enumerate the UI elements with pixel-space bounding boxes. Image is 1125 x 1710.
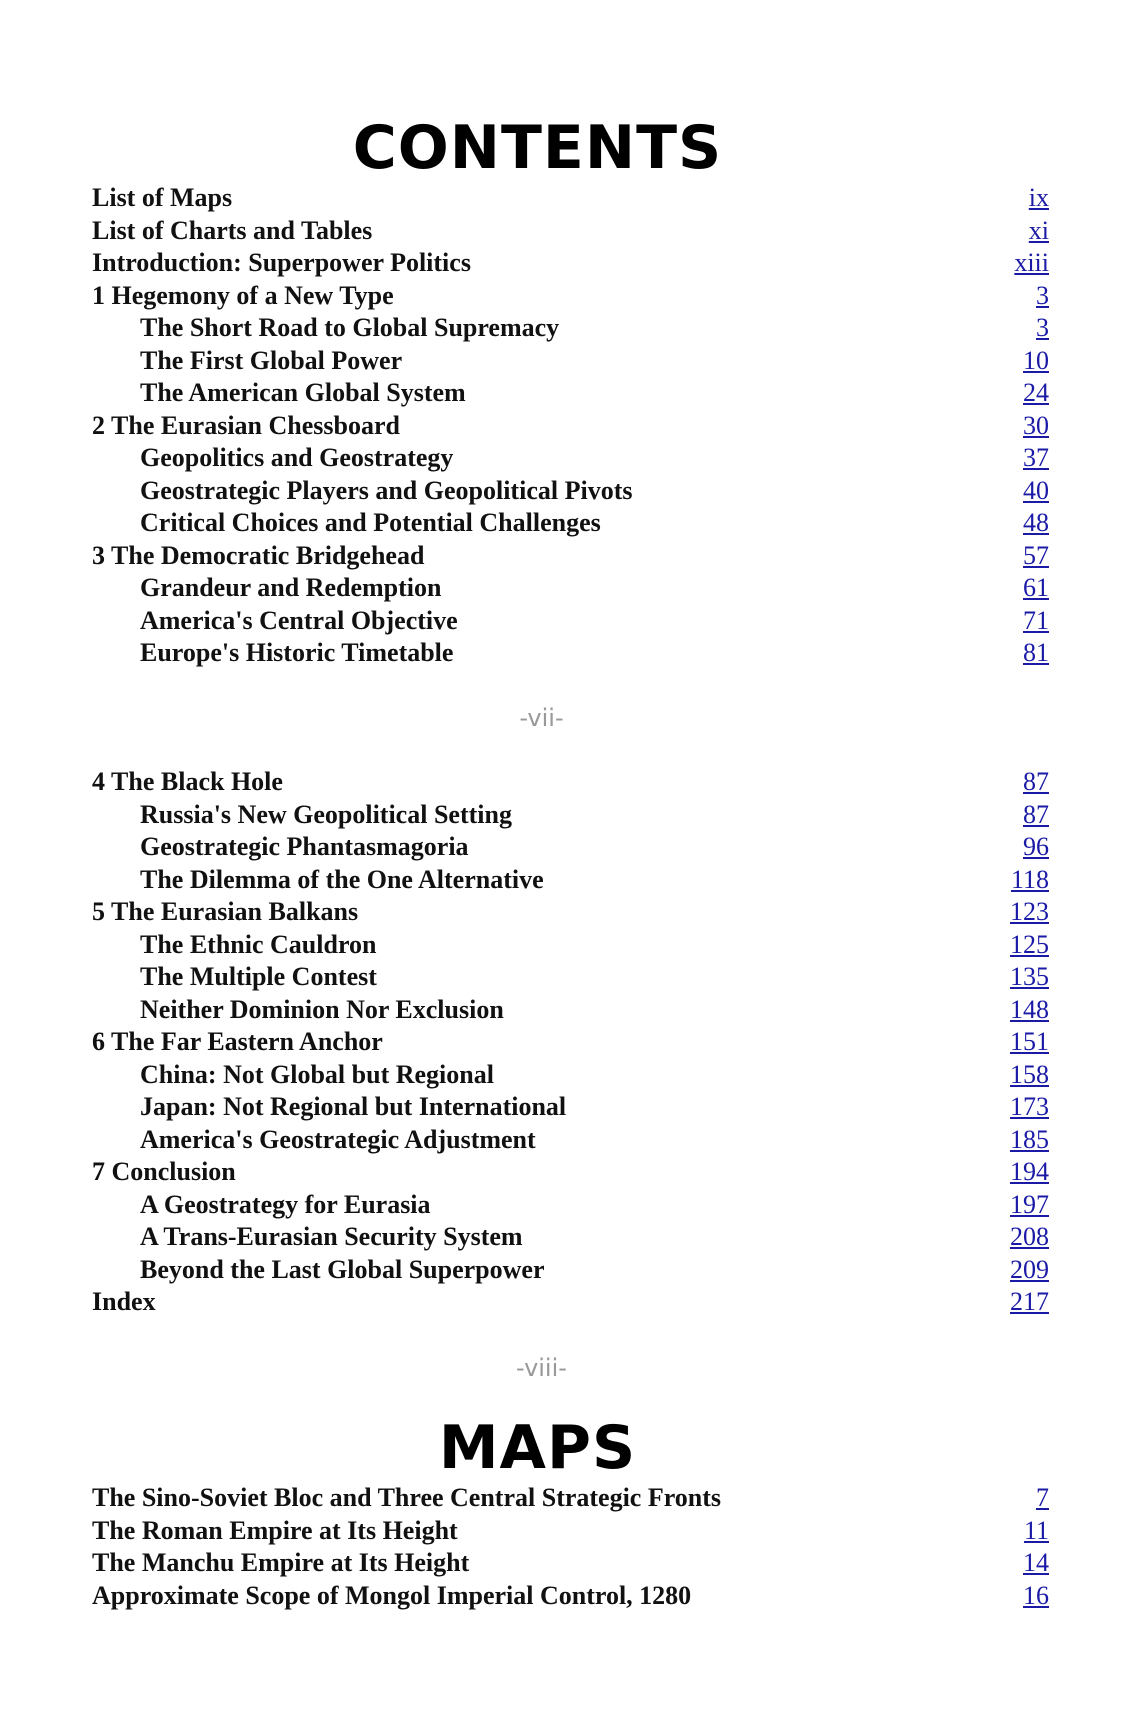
page-number-link[interactable]: 197 bbox=[1010, 1189, 1049, 1219]
toc-subsection-entry bbox=[92, 1059, 1055, 1092]
toc-entry bbox=[92, 1547, 1055, 1580]
toc-entry bbox=[92, 766, 1055, 799]
entry-title: Index bbox=[92, 1287, 156, 1316]
entry-title: The Roman Empire at Its Height bbox=[92, 1515, 458, 1545]
page-number-link[interactable]: 194 bbox=[1010, 1157, 1049, 1186]
page-number-link[interactable]: 123 bbox=[1010, 897, 1049, 926]
page-number-link[interactable]: 16 bbox=[1023, 1580, 1049, 1610]
page-number-link[interactable]: 158 bbox=[1010, 1059, 1049, 1089]
page-number-link[interactable]: 3 bbox=[1036, 313, 1049, 342]
toc-subsection-entry bbox=[92, 994, 1055, 1027]
entry-title: 2 The Eurasian Chessboard bbox=[92, 410, 400, 440]
toc-subsection-entry bbox=[92, 1124, 1055, 1157]
entry-title: Geopolitics and Geostrategy bbox=[140, 443, 454, 472]
toc-entry bbox=[92, 1286, 1055, 1319]
entry-title: Grandeur and Redemption bbox=[140, 573, 442, 602]
toc-subsection-entry bbox=[92, 1189, 1055, 1222]
toc-subsection-entry bbox=[92, 312, 1055, 345]
page-number-link[interactable]: 118 bbox=[1010, 864, 1049, 894]
toc-entry bbox=[92, 215, 1055, 248]
entry-title: Neither Dominion Nor Exclusion bbox=[140, 994, 504, 1024]
page-number-link[interactable]: 30 bbox=[1023, 410, 1049, 440]
toc-entry bbox=[92, 280, 1055, 313]
page-number-link[interactable]: 57 bbox=[1023, 540, 1049, 570]
page-number-link[interactable]: xiii bbox=[1014, 248, 1049, 277]
entry-title: Critical Choices and Potential Challenges bbox=[140, 508, 601, 537]
toc-entry bbox=[92, 1515, 1055, 1548]
toc-entry bbox=[92, 540, 1055, 573]
page-number-link[interactable]: 217 bbox=[1010, 1287, 1049, 1316]
entry-title: 4 The Black Hole bbox=[92, 767, 283, 796]
toc-subsection-entry bbox=[92, 572, 1055, 605]
page-number-link[interactable]: 209 bbox=[1010, 1254, 1049, 1284]
contents-heading: CONTENTS bbox=[352, 113, 723, 183]
toc-subsection-entry bbox=[92, 831, 1055, 864]
entry-title: The Manchu Empire at Its Height bbox=[92, 1548, 470, 1577]
toc-entry bbox=[92, 1026, 1055, 1059]
page-number-link[interactable]: 173 bbox=[1010, 1092, 1049, 1121]
page-number-link[interactable]: 135 bbox=[1010, 962, 1049, 991]
entry-title: The Multiple Contest bbox=[140, 962, 377, 991]
entry-title: Japan: Not Regional but International bbox=[140, 1092, 567, 1121]
table-of-contents-part-2 bbox=[92, 766, 1055, 1319]
page-number-link[interactable]: 208 bbox=[1010, 1222, 1049, 1251]
toc-subsection-entry bbox=[92, 799, 1055, 832]
page-number-link[interactable]: 7 bbox=[1036, 1483, 1049, 1512]
entry-title: America's Geostrategic Adjustment bbox=[140, 1124, 536, 1154]
page-number-link[interactable]: 151 bbox=[1010, 1027, 1049, 1056]
toc-entry bbox=[92, 1482, 1055, 1515]
page-number-link[interactable]: 14 bbox=[1023, 1548, 1049, 1577]
toc-subsection-entry bbox=[92, 442, 1055, 475]
page-number-link[interactable]: 24 bbox=[1023, 378, 1049, 407]
toc-subsection-entry bbox=[92, 864, 1055, 897]
maps-list bbox=[92, 1482, 1055, 1612]
entry-title: Introduction: Superpower Politics bbox=[92, 248, 471, 277]
toc-subsection-entry bbox=[92, 961, 1055, 994]
entry-title: List of Maps bbox=[92, 183, 233, 212]
page-number-link[interactable]: 3 bbox=[1036, 280, 1049, 310]
entry-title: 7 Conclusion bbox=[92, 1157, 236, 1186]
toc-subsection-entry bbox=[92, 507, 1055, 540]
toc-entry bbox=[92, 247, 1055, 280]
page-number-link[interactable]: 10 bbox=[1023, 345, 1049, 375]
toc-subsection-entry bbox=[92, 377, 1055, 410]
entry-title: Geostrategic Players and Geopolitical Pivots bbox=[140, 475, 633, 505]
page-number-link[interactable]: 40 bbox=[1023, 475, 1049, 505]
entry-title: List of Charts and Tables bbox=[92, 215, 373, 245]
page-number-link[interactable]: 11 bbox=[1023, 1515, 1049, 1545]
page-number: -vii- bbox=[519, 704, 564, 732]
entry-title: 3 The Democratic Bridgehead bbox=[92, 540, 425, 570]
entry-title: The Short Road to Global Supremacy bbox=[140, 313, 560, 342]
toc-entry bbox=[92, 182, 1055, 215]
entry-title: China: Not Global but Regional bbox=[140, 1059, 494, 1089]
entry-title: The Ethnic Cauldron bbox=[140, 929, 377, 959]
entry-title: 5 The Eurasian Balkans bbox=[92, 897, 359, 926]
toc-subsection-entry bbox=[92, 1091, 1055, 1124]
entry-title: Europe's Historic Timetable bbox=[140, 638, 454, 667]
toc-subsection-entry bbox=[92, 1254, 1055, 1287]
entry-title: The American Global System bbox=[140, 378, 466, 407]
entry-title: Geostrategic Phantasmagoria bbox=[140, 832, 469, 861]
page-number-link[interactable]: ix bbox=[1028, 183, 1049, 212]
page-number-link[interactable]: 48 bbox=[1023, 508, 1049, 537]
entry-title: Russia's New Geopolitical Setting bbox=[140, 799, 512, 829]
page-number-link[interactable]: 37 bbox=[1023, 443, 1049, 472]
entry-title: The First Global Power bbox=[140, 345, 403, 375]
page-number-link[interactable]: 87 bbox=[1023, 767, 1049, 796]
toc-subsection-entry bbox=[92, 929, 1055, 962]
toc-subsection-entry bbox=[92, 605, 1055, 638]
toc-subsection-entry bbox=[92, 1221, 1055, 1254]
table-of-contents-part-1 bbox=[92, 182, 1055, 670]
toc-subsection-entry bbox=[92, 475, 1055, 508]
page-number-link[interactable]: 148 bbox=[1010, 994, 1049, 1024]
toc-entry bbox=[92, 1580, 1055, 1613]
page-number-link[interactable]: 96 bbox=[1023, 832, 1049, 861]
entry-title: 6 The Far Eastern Anchor bbox=[92, 1027, 383, 1056]
page-number-link[interactable]: xi bbox=[1028, 215, 1049, 245]
entry-title: 1 Hegemony of a New Type bbox=[92, 280, 394, 310]
page-number-link[interactable]: 61 bbox=[1023, 573, 1049, 602]
entry-title: The Dilemma of the One Alternative bbox=[140, 864, 544, 894]
page-number-link[interactable]: 87 bbox=[1023, 799, 1049, 829]
page-number-link[interactable]: 71 bbox=[1023, 605, 1049, 635]
page-number-link[interactable]: 125 bbox=[1010, 929, 1049, 959]
toc-subsection-entry bbox=[92, 637, 1055, 670]
toc-entry bbox=[92, 410, 1055, 443]
toc-entry bbox=[92, 1156, 1055, 1189]
page-number-link[interactable]: 81 bbox=[1023, 638, 1049, 667]
toc-subsection-entry bbox=[92, 345, 1055, 378]
entry-title: The Sino-Soviet Bloc and Three Central Strategic Fronts bbox=[92, 1483, 722, 1512]
entry-title: A Trans-Eurasian Security System bbox=[140, 1222, 523, 1251]
entry-title: Beyond the Last Global Superpower bbox=[140, 1254, 545, 1284]
toc-entry bbox=[92, 896, 1055, 929]
page-number-link[interactable]: 185 bbox=[1010, 1124, 1049, 1154]
entry-title: A Geostrategy for Eurasia bbox=[140, 1189, 431, 1219]
page-number: -viii- bbox=[516, 1354, 567, 1382]
entry-title: Approximate Scope of Mongol Imperial Control, 1280 bbox=[92, 1580, 692, 1610]
maps-heading: MAPS bbox=[438, 1413, 637, 1483]
entry-title: America's Central Objective bbox=[140, 605, 458, 635]
